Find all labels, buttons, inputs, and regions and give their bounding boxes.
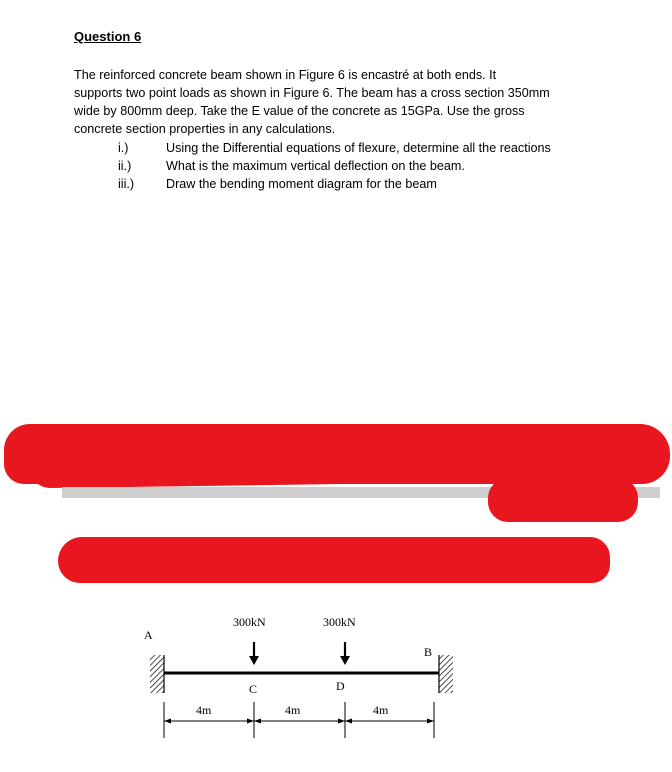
point-label-d: D (336, 679, 345, 693)
question-paragraph (74, 66, 614, 138)
point-label-c: C (249, 682, 258, 696)
item-text: Draw the bending moment diagram for the beam (166, 177, 437, 191)
item-number: i.) (118, 141, 129, 155)
beam-diagram (0, 600, 672, 772)
span-label-1: 4m (196, 703, 212, 717)
redaction-mark (488, 478, 638, 522)
left-fixed-support (150, 655, 164, 693)
support-label-a: A (144, 628, 153, 642)
load-label-c: 300kN (233, 615, 266, 629)
load-arrow-icon (340, 642, 350, 665)
question-title: Question 6 (74, 29, 142, 44)
right-fixed-support (439, 655, 453, 693)
load-label-d: 300kN (323, 615, 356, 629)
load-arrow-icon (249, 642, 259, 665)
item-text: Using the Differential equations of flexure, determine all the reactions (166, 141, 551, 155)
paragraph-line: concrete section properties in any calculations. (74, 122, 336, 136)
span-label-3: 4m (373, 703, 389, 717)
item-text: What is the maximum vertical deflection on the beam. (166, 159, 465, 173)
redaction-mark (58, 537, 610, 583)
support-label-b: B (424, 645, 433, 659)
paragraph-line: supports two point loads as shown in Figure 6. The beam has a cross section 350mm (74, 86, 550, 100)
list-item (118, 157, 638, 175)
span-label-2: 4m (285, 703, 301, 717)
question-items (118, 139, 638, 193)
item-number: iii.) (118, 177, 135, 191)
list-item (118, 139, 638, 157)
list-item (118, 175, 638, 193)
item-number: ii.) (118, 159, 132, 173)
paragraph-line: wide by 800mm deep. Take the E value of the concrete as 15GPa. Use the gross (74, 104, 525, 118)
paragraph-line: The reinforced concrete beam shown in Figure 6 is encastré at both ends. It (74, 68, 497, 82)
